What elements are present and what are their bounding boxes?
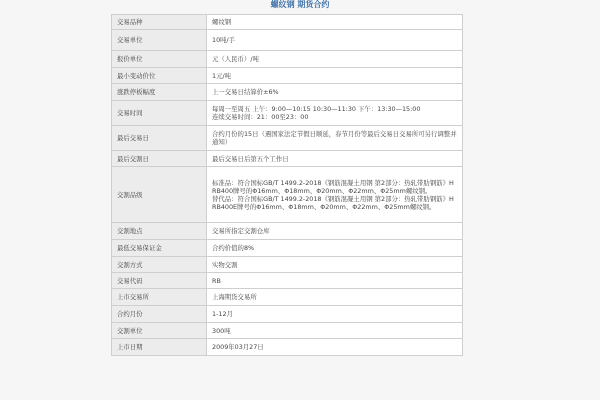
row-label: 最低交易保证金: [112, 240, 207, 257]
row-label: 最后交割日: [112, 151, 207, 167]
table-row: [112, 101, 463, 126]
row-value: [207, 323, 463, 339]
table-row: [112, 289, 463, 306]
row-label: 交割单位: [112, 323, 207, 339]
row-label: 交易代码: [112, 273, 207, 289]
row-label: 交易单位: [112, 30, 207, 51]
row-label: 涨跌停板幅度: [112, 84, 207, 101]
row-value: [207, 339, 463, 356]
row-value: [207, 15, 463, 30]
row-value-line: 最后交易日后第五个工作日: [212, 154, 289, 163]
row-value-line: 2009年03月27日: [212, 343, 264, 351]
row-value: [207, 257, 463, 273]
row-label: 交割方式: [112, 257, 207, 273]
row-value: [207, 151, 463, 167]
contract-spec-table: [111, 14, 463, 356]
table-row: [112, 257, 463, 273]
row-value: [207, 84, 463, 101]
row-value-line: 连续交易时间：21：00至23：00: [212, 113, 309, 121]
table-row: [112, 15, 463, 30]
table-row: [112, 167, 463, 223]
row-value-line: 上海期货交易所: [212, 293, 257, 301]
row-value-line: 10吨/手: [212, 36, 236, 44]
row-value-line: 实物交割: [212, 260, 238, 269]
table-row: [112, 223, 463, 240]
row-label: 最后交易日: [112, 126, 207, 151]
row-label: 交易品种: [112, 15, 207, 30]
row-label: 合约月份: [112, 306, 207, 323]
row-label: 上市交易所: [112, 289, 207, 306]
table-row: [112, 51, 463, 68]
row-value: [207, 289, 463, 306]
row-label: 交易时间: [112, 101, 207, 126]
row-value: [207, 51, 463, 68]
row-value: [207, 68, 463, 84]
row-value: [207, 240, 463, 257]
row-value: [207, 223, 463, 240]
row-label: 交割地点: [112, 223, 207, 240]
contract-spec-table-body: [112, 15, 463, 356]
table-row: [112, 30, 463, 51]
row-value-line: 替代品：符合国标GB/T 1499.2-2018《钢筋混凝土用钢 第2部分：热轧带肋钢筋》HRB400E牌号的Φ16mm、Φ18mm、Φ20mm、Φ22mm、Φ25mm螺纹钢。: [212, 194, 454, 211]
table-row: [112, 273, 463, 289]
row-value-line: 标准品：符合国标GB/T 1499.2-2018《钢筋混凝土用钢 第2部分：热轧带肋钢筋》HRB400牌号的Φ16mm、Φ18mm、Φ20mm、Φ22mm、Φ25mm螺纹钢。: [212, 178, 454, 195]
table-row: [112, 240, 463, 257]
row-value: [207, 126, 463, 151]
row-value-line: 元（人民币）/吨: [212, 55, 259, 63]
row-label: 上市日期: [112, 339, 207, 356]
row-value-line: 300吨: [212, 326, 231, 335]
row-value-line: RB: [212, 276, 221, 285]
table-row: [112, 126, 463, 151]
row-value-line: 每周一至周五 上午：9:00—10:15 10:30—11:30 下午：13:30—15:00: [212, 105, 421, 113]
row-value-line: 上一交易日结算价±6%: [212, 88, 279, 96]
row-label: 交割品级: [112, 167, 207, 223]
row-value-line: 螺纹钢: [212, 18, 232, 26]
row-value: [207, 167, 463, 223]
row-label: 报价单位: [112, 51, 207, 68]
table-row: [112, 68, 463, 84]
page-title: 螺纹钢 期货合约: [270, 0, 330, 9]
table-row: [112, 339, 463, 356]
row-value-line: 合约月份的15日（遇国家法定节假日顺延，春节月份等最后交易日交易所可另行调整并通知）: [212, 130, 457, 146]
row-value-line: 1-12月: [212, 310, 233, 318]
row-value-line: 合约价值的8%: [212, 244, 255, 252]
row-value: [207, 273, 463, 289]
row-value-line: 交易所指定交割仓库: [212, 227, 270, 235]
row-value: [207, 30, 463, 51]
row-value: [207, 306, 463, 323]
row-value-line: 1元/吨: [212, 71, 232, 80]
table-row: [112, 151, 463, 167]
table-row: [112, 323, 463, 339]
table-row: [112, 306, 463, 323]
table-row: [112, 84, 463, 101]
row-label: 最小变动价位: [112, 68, 207, 84]
row-value: [207, 101, 463, 126]
